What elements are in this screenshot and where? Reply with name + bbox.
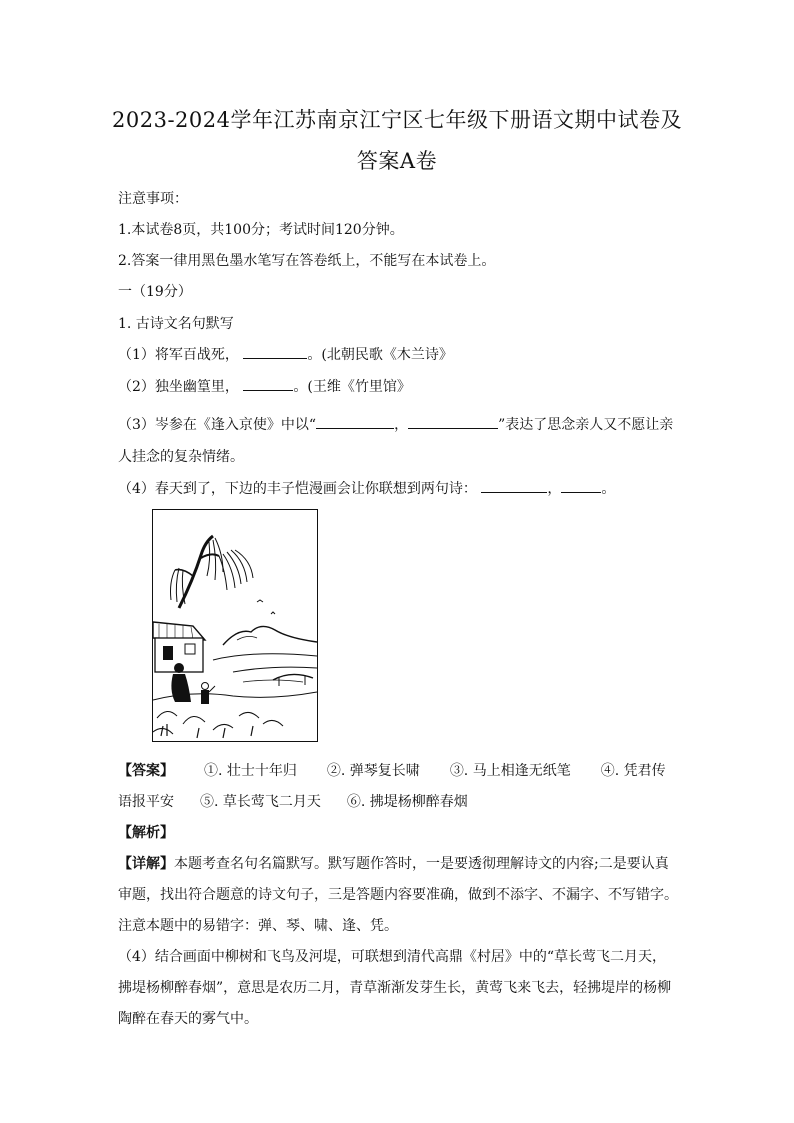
question-2 xyxy=(118,376,411,396)
analysis-label: 【解析】 xyxy=(118,825,174,841)
question-4-end: 。 xyxy=(601,481,616,497)
notes-item-2: 2.答案一律用黑色墨水笔写在答卷纸上，不能写在本试卷上。 xyxy=(118,253,496,269)
question-2-text: （2）独坐幽篁里， xyxy=(118,379,239,395)
answer-blank xyxy=(561,478,601,493)
question-4-text: （4）春天到了，下边的丰子恺漫画会让你联想到两句诗： xyxy=(118,481,477,497)
analysis-p1-line-1 xyxy=(118,853,669,873)
question-1-text: （1）将军百战死， xyxy=(118,347,239,363)
analysis-text: 本题考查名句名篇默写。默写题作答时，一是要透彻理解诗文的内容;二是要认真 xyxy=(174,856,669,872)
answer-4-cont: 语报平安 xyxy=(118,794,174,810)
question-3 xyxy=(118,414,673,434)
page-title: 2023-2024学年江苏南京江宁区七年级下册语文期中试卷及 xyxy=(112,108,682,132)
answer-5: ⑤. 草长莺飞二月天 xyxy=(200,794,321,810)
question-3-line-2: 人挂念的复杂情绪。 xyxy=(118,449,244,465)
page-title-continued: 答案A卷 xyxy=(356,149,438,173)
analysis-p1-line-3: 注意本题中的易错字：弹、琴、啸、逢、凭。 xyxy=(118,918,398,934)
detail-label: 【详解】 xyxy=(118,856,174,872)
question-2-source: 。(王维《竹里馆》 xyxy=(293,379,411,395)
section-heading: 一（19分） xyxy=(118,284,192,300)
answer-3: ③. 马上相逢无纸笔 xyxy=(449,763,571,779)
answer-label: 【答案】 xyxy=(118,763,174,779)
answer-6: ⑥. 拂堤杨柳醉春烟 xyxy=(346,794,468,810)
question-3-text-cont: ”表达了思念亲人又不愿让亲 xyxy=(498,417,674,433)
answer-4: ④. 凭君传 xyxy=(600,763,666,779)
answer-1: ①. 壮士十年归 xyxy=(204,763,297,779)
answer-blank xyxy=(316,414,394,429)
notes-item-1: 1.本试卷8页，共100分；考试时间120分钟。 xyxy=(118,222,404,238)
question-1-source: 。(北朝民歌《木兰诗》 xyxy=(307,347,453,363)
notes-heading: 注意事项： xyxy=(118,191,188,207)
question-4 xyxy=(118,478,615,498)
analysis-p1-line-2: 审题，找出符合题意的诗文句子，三是答题内容要准确，做到不添字、不漏字、不写错字。 xyxy=(118,887,678,903)
answer-blank xyxy=(243,376,293,391)
cartoon-illustration xyxy=(152,509,318,742)
answer-blank xyxy=(243,344,307,359)
willow-village-drawing xyxy=(153,510,317,741)
analysis-p2-line-3: 陶醉在春天的雾气中。 xyxy=(118,1011,258,1027)
question-4-comma: ， xyxy=(547,481,562,497)
analysis-p2-line-1: （4）结合画面中柳树和飞鸟及河堤，可联想到清代高鼎《村居》中的“草长莺飞二月天， xyxy=(118,949,667,965)
answer-line-1 xyxy=(118,760,666,780)
answer-blank xyxy=(481,478,547,493)
answer-blank xyxy=(408,414,498,429)
question-3-comma: ， xyxy=(394,417,409,433)
analysis-p2-line-2: 拂堤杨柳醉春烟”，意思是农历二月，青草渐渐发芽生长，黄莺飞来飞去，轻拂堤岸的杨柳 xyxy=(118,980,672,996)
answer-2: ②. 弹琴复长啸 xyxy=(326,763,420,779)
question-stem: 1. 古诗文名句默写 xyxy=(118,316,234,332)
question-3-text: （3）岑参在《逢入京使》中以“ xyxy=(118,417,317,433)
question-1 xyxy=(118,344,453,364)
answer-line-2 xyxy=(118,791,468,811)
